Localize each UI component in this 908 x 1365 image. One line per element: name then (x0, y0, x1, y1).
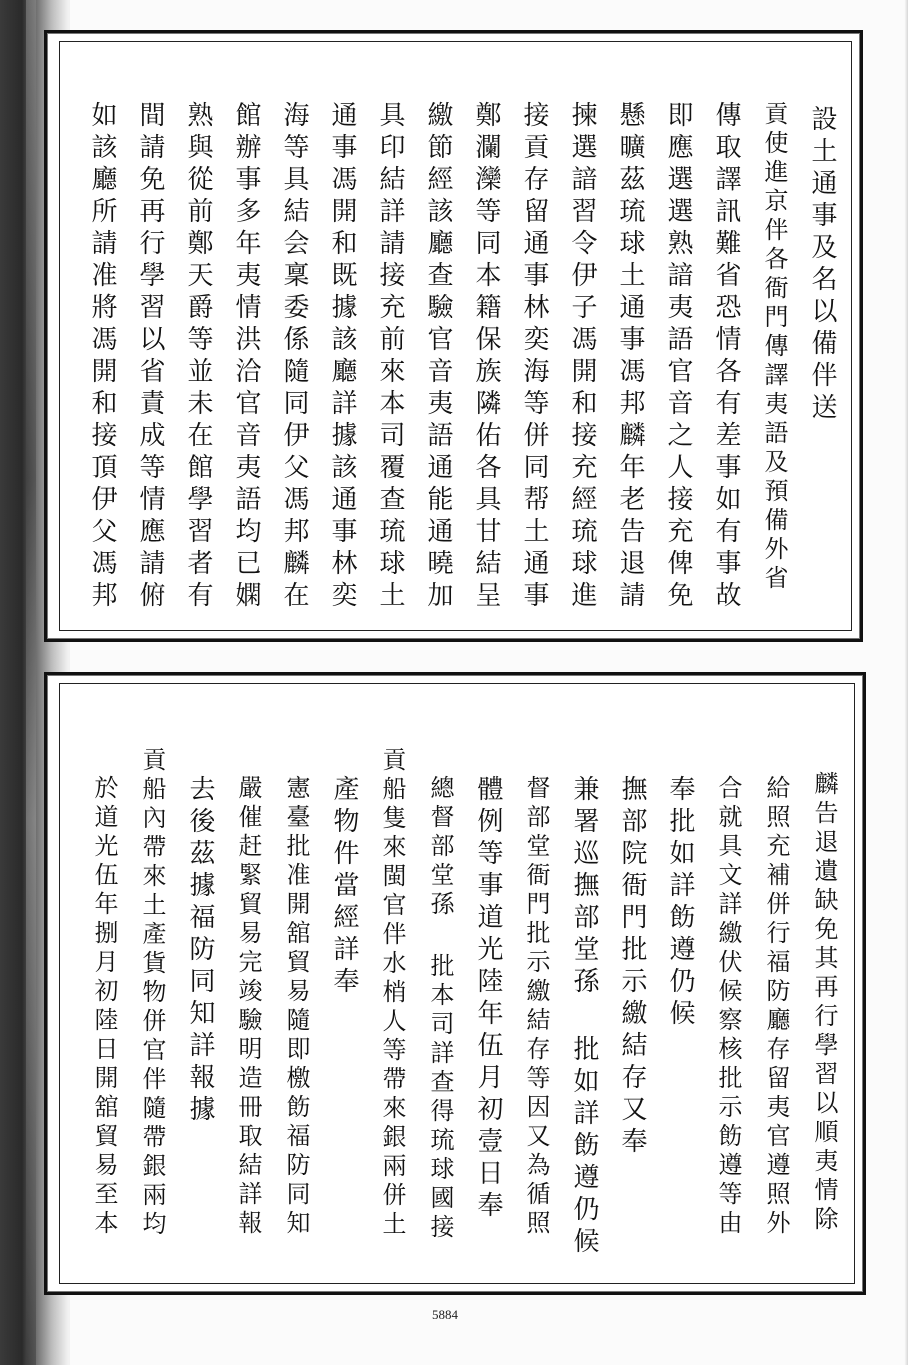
lower-column-10: 貢船隻來閩官伴水梢人等帶來銀兩併土 (378, 747, 406, 1240)
upper-column-4: 即應選選熟諳夷語官音之人接充俾免 (663, 101, 693, 613)
lower-column-12: 憲臺批准開舘貿易隨即檄飭福防同知 (282, 775, 310, 1239)
lower-column-14: 去後茲據福防同知詳報據 (185, 775, 215, 1127)
upper-column-3: 傳取譯訊難省恐情各有差事如有事故 (711, 101, 741, 613)
lower-column-6: 兼署巡撫部堂孫 批如詳飭遵仍候 (569, 775, 599, 1259)
upper-column-6: 揀選諳習令伊子馮開和接充經琉球進 (567, 101, 597, 613)
upper-column-7: 接貢存留通事林奕海等併同帮土通事 (519, 101, 549, 613)
page-number: 5884 (432, 1307, 458, 1322)
lower-column-16: 於道光伍年捌月初陸日開舘貿易至本 (90, 775, 118, 1239)
upper-column-2: 貢使進京伴各衙門傳譯夷語及預備外省 (760, 101, 788, 594)
upper-column-8: 鄭瀾灤等同本籍保族隣佑各具甘結呈 (471, 101, 501, 613)
lower-column-13: 嚴催赶緊貿易完竣驗明造冊取結詳報 (234, 775, 262, 1239)
lower-column-15: 貢船內帶來土產貨物併官伴隨帶銀兩均 (138, 747, 166, 1240)
upper-manuscript-panel (44, 30, 863, 642)
upper-column-15: 間請免再行學習以省責成等情應請俯 (135, 101, 165, 613)
upper-column-5: 懸曠茲琉球土通事馮邦麟年老告退請 (615, 101, 645, 613)
upper-column-9: 繳節經該廳查驗官音夷語通能通曉加 (423, 101, 453, 613)
binding-shadow (26, 0, 36, 1365)
upper-column-12: 海等具結会稟委係隨同伊父馮邦麟在 (279, 101, 309, 613)
upper-column-11: 通事馮開和既據該廳詳據該通事林奕 (327, 101, 357, 613)
upper-column-13: 館辦事多年夷情洪洽官音夷語均已嫻 (231, 101, 261, 613)
upper-column-14: 熟與從前鄭天爵等並未在館學習者有 (183, 101, 213, 613)
lower-column-3: 合就具文詳繳伏候察核批示飭遵等由 (714, 775, 742, 1239)
lower-column-11: 產物件當經詳奉 (329, 775, 359, 999)
upper-column-16: 如該廳所請准將馮開和接頂伊父馮邦 (87, 101, 117, 613)
lower-column-1: 麟告退遺缺免其再行學習以順夷情除 (810, 771, 838, 1235)
lower-column-2: 給照充補併行福防廳存留夷官遵照外 (762, 775, 790, 1239)
lower-column-9: 總督部堂孫 批本司詳查得琉球國接 (426, 775, 454, 1243)
upper-column-10: 具印結詳請接充前來本司覆查琉球土 (375, 101, 405, 613)
lower-column-7: 督部堂衙門批示繳結存等因又為循照 (522, 775, 550, 1239)
page-edge (904, 0, 908, 1365)
lower-column-4: 奉批如詳飭遵仍候 (665, 775, 695, 1031)
lower-manuscript-panel (44, 672, 866, 1295)
lower-column-8: 體例等事道光陸年伍月初壹日奉 (473, 775, 503, 1223)
lower-column-5: 撫部院衙門批示繳結存又奉 (617, 775, 647, 1159)
upper-column-1: 設土通事及名以備伴送 (807, 105, 837, 425)
